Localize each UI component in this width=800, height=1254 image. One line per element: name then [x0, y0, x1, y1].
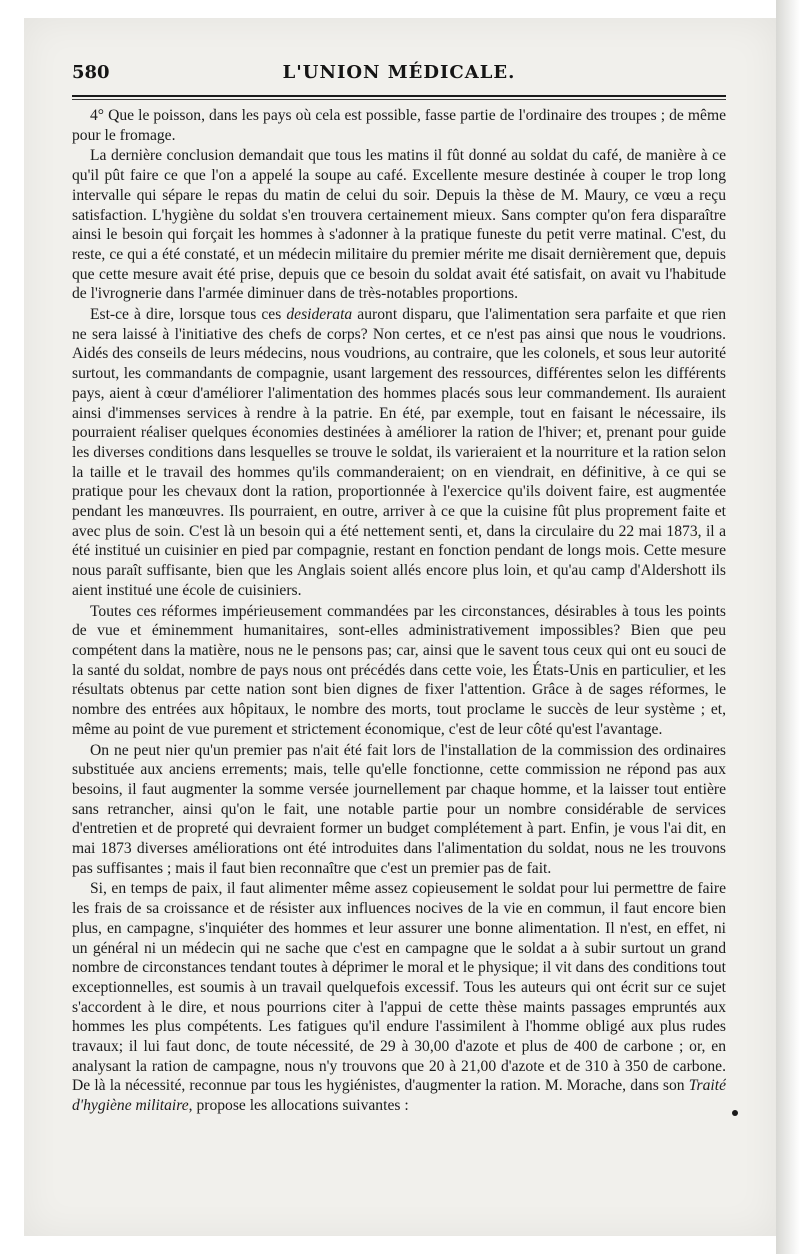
paragraph-6	[72, 879, 726, 1115]
paragraph-3-text: auront disparu, que l'alimentation sera parfaite et que rien ne sera laissé à l'initiative des chefs de corps? Non certes, et ce n'est pas ainsi que nous le voudrions. Aidés des conseils de leurs médecins, nous voudrions, au contraire, que les colonels, et sous leur autorité surtout, les commandants de compagnie, usant largement des ressources, différentes selon les différents pays, aient à cœur d'améliorer l'alimentation des hommes placés sous leur commandement. Ils auraient ainsi d'immenses services à rendre à la patrie. En été, par exemple, tout en faisant le nécessaire, ils pourraient réaliser quelques économies destinées à améliorer la ration de l'hiver; et, prenant pour guide les diverses conditions dans lesquelles se trouve le soldat, ils varieraient et la nourriture et la ration selon la taille et le travail des hommes qu'ils commanderaient; on en viendrait, en définitive, à ce qui se pratique pour les chevaux dont la ration, proportionnée à l'exercice qu'ils doivent faire, est augmentée pendant les manœuvres. Ils pourraient, en outre, arriver à ce que la cuisine fût plus proprement faite et avec plus de soin. C'est là un besoin qui a été nettement senti, et, dans la circulaire du 22 mai 1873, il a été institué un cuisinier en pied par compagnie, restant en fonction pendant de longs mois. Cette mesure nous paraît suffisante, bien que les Anglais soient allés encore plus loin, et qu'au camp d'Aldershott ils aient institué une école de cuisiniers.	[72, 306, 726, 599]
header-rule	[72, 95, 726, 97]
paragraph-3	[72, 305, 726, 601]
page-number: 580	[72, 62, 110, 83]
body-text	[72, 106, 726, 1166]
paragraph-1-text: 4° Que le poisson, dans les pays où cela est possible, fasse partie de l'ordinaire des troupes ; de même pour le fromage.	[72, 107, 726, 144]
paragraph-2-text: La dernière conclusion demandait que tous les matins il fût donné au soldat du café, de manière à ce qu'il pût faire ce que l'on a appelé la soupe au café. Excellente mesure destinée à couper le trop long intervalle qui sépare le repas du matin de celui du soir. Depuis la thèse de M. Maury, ce vœu a reçu satisfaction. L'hygiène du soldat s'en trouvera certainement mieux. Sans compter qu'on fera disparaître ainsi le besoin qui forçait les hommes à s'adonner à la pratique funeste du petit verre matinal. C'est, du reste, ce qui a été constaté, et un médecin militaire du premier mérite me disait dernièrement que, depuis que cette mesure avait été prise, depuis que ce besoin du soldat avait été satisfait, on avait vu l'habitude de l'ivrognerie dans l'armée diminuer dans de très-notables proportions.	[72, 147, 726, 303]
paragraph-3-emphasis: desiderata	[286, 306, 353, 324]
running-title: L'UNION MÉDICALE.	[282, 62, 516, 83]
paragraph-4	[72, 602, 726, 740]
page-header	[72, 62, 726, 92]
margin-dot	[732, 1110, 738, 1116]
paragraph-3-text-before: Est-ce à dire, lorsque tous ces	[90, 306, 287, 324]
paragraph-4-text: Toutes ces réformes impérieusement commandées par les circonstances, désirables à tous les points de vue et éminemment humanitaires, sont-elles administrativement impossibles? Bien que peu compétent dans la matière, nous ne le pensons pas; car, ainsi que le savent tous ceux qui ont eu souci de la santé du soldat, nombre de pays nous ont précédés dans cette voie, les États-Unis en particulier, et les résultats obtenus par cette nation sont bien dignes de fixer l'attention. Grâce à de sages réformes, le nombre des entrées aux hôpitaux, le nombre des morts, tout proclame le succès de leur système ; et, même au point de vue purement et strictement économique, c'est de leur côté qu'est l'avantage.	[72, 602, 726, 738]
paragraph-6-emphasis: Traité d'hygiène militaire	[72, 1077, 726, 1115]
paragraph-6-text: , propose les allocations suivantes :	[188, 1097, 409, 1115]
paragraph-5	[72, 741, 726, 879]
paragraph-5-text: On ne peut nier qu'un premier pas n'ait été fait lors de l'installation de la commission des ordinaires substituée aux anciens errements; mais, telle qu'elle fonctionne, cette commission ne répond pas aux besoins, il faut augmenter la somme versée journellement par chaque homme, et la laisser tout entière sans retrancher, ainsi qu'on le fait, une notable partie pour un nombre considérable de services d'entretien et de propreté qui devraient former un budget complétement à part. Enfin, je vous l'ai dit, en mai 1873 diverses améliorations ont été introduites dans l'alimentation du soldat, nous ne les trouvons pas suffisantes ; mais il faut bien reconnaître que c'est un premier pas de fait.	[72, 741, 726, 877]
paragraph-2	[72, 146, 726, 304]
page-edge-shadow	[776, 0, 800, 1254]
paragraph-1	[72, 106, 726, 145]
header-rule-thin	[72, 99, 726, 100]
paragraph-6-text-before: Si, en temps de paix, il faut alimenter même assez copieusement le soldat pour lui permettre de faire les frais de sa croissance et de résister aux influences nocives de la vie en commun, il faut encore bien plus, en campagne, s'inquiéter des hommes et leur assurer une bonne alimentation. Il n'est, en effet, ni un général ni un médecin qui ne sache que c'est en campagne que le soldat a à subir surtout un grand nombre de circonstances tendant toutes à déprimer le moral et le physique; il vit dans des conditions tout exceptionnelles, est soumis à un travail quelquefois excessif. Tous les auteurs qui ont écrit sur ce sujet s'accordent à le dire, et nous pourrions citer à l'appui de cette thèse maints passages empruntés aux hommes les plus compétents. Les fatigues qu'il endure l'assimilent à l'homme obligé aux plus rudes travaux; il lui faut donc, de toute nécessité, de 29 à 30,00 d'azote et plus de 400 de carbone ; or, en analysant la ration de campagne, nous n'y trouvons que 20 à 21,00 d'azote et de 310 à 350 de carbone. De là la nécessité, reconnue par tous les hygiénistes, d'augmenter la ration. M. Morache, dans son	[72, 880, 726, 1095]
